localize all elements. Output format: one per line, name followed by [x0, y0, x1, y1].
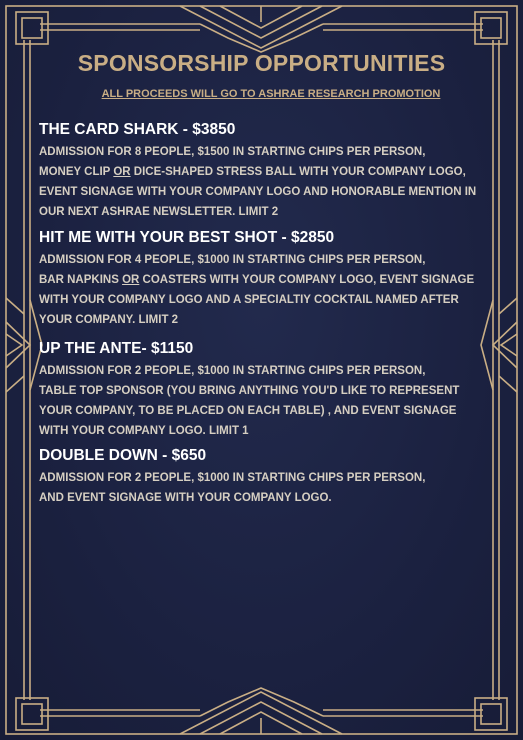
tier-title: THE CARD SHARK - $3850 [39, 121, 236, 138]
page-subtitle: ALL PROCEEDS WILL GO TO ASHRAE RESEARCH PROMOTION [101, 88, 441, 100]
description-line: TABLE TOP SPONSOR (YOU BRING ANYTHING YOU'D LIKE TO REPRESENT [39, 385, 460, 397]
bottom-center-ornament [180, 688, 342, 734]
description-line: ADMISSION FOR 4 PEOPLE, $1000 IN STARTING CHIPS PER PERSON, [39, 254, 426, 266]
tier-title: DOUBLE DOWN - $650 [39, 447, 207, 464]
tier-description [39, 142, 499, 222]
corner-ornament-top-left [16, 12, 48, 44]
corner-ornament-bottom-right [475, 698, 507, 730]
tier-card-shark [39, 121, 499, 222]
page-title: SPONSORSHIP OPPORTUNITIES [77, 50, 446, 76]
tier-double-down [39, 447, 499, 508]
or-emphasis: OR [122, 274, 140, 286]
tier-best-shot [39, 229, 499, 330]
description-line: ADMISSION FOR 2 PEOPLE, $1000 IN STARTING CHIPS PER PERSON, [39, 365, 426, 377]
tier-description [39, 361, 499, 441]
description-line: ADMISSION FOR 2 PEOPLE, $1000 IN STARTING CHIPS PER PERSON, [39, 472, 426, 484]
description-line: WITH YOUR COMPANY LOGO. LIMIT 1 [39, 425, 249, 437]
description-line: AND EVENT SIGNAGE WITH YOUR COMPANY LOGO. [39, 492, 332, 504]
tier-up-the-ante [39, 340, 499, 441]
description-line: BAR NAPKINS OR COASTERS WITH YOUR COMPANY LOGO, EVENT SIGNAGE [39, 274, 475, 286]
tier-title: UP THE ANTE- $1150 [39, 340, 194, 357]
description-line: MONEY CLIP OR DICE-SHAPED STRESS BALL WITH YOUR COMPANY LOGO, [39, 166, 466, 178]
top-center-ornament [180, 6, 342, 52]
corner-ornament-bottom-left [16, 698, 48, 730]
description-line: WITH YOUR COMPANY LOGO AND A SPECIALTIY COCKTAIL NAMED AFTER [39, 294, 459, 306]
description-line: ADMISSION FOR 8 PEOPLE, $1500 IN STARTING CHIPS PER PERSON, [39, 146, 426, 158]
tier-title: HIT ME WITH YOUR BEST SHOT - $2850 [39, 229, 335, 246]
description-line: OUR NEXT ASHRAE NEWSLETTER. LIMIT 2 [39, 206, 279, 218]
description-line: YOUR COMPANY. LIMIT 2 [39, 314, 179, 326]
or-emphasis: OR [113, 166, 131, 178]
tier-description [39, 468, 499, 508]
description-line: EVENT SIGNAGE WITH YOUR COMPANY LOGO AND HONORABLE MENTION IN [39, 186, 477, 198]
description-line: YOUR COMPANY, TO BE PLACED ON EACH TABLE) , AND EVENT SIGNAGE [39, 405, 457, 417]
tier-description [39, 250, 499, 330]
corner-ornament-top-right [475, 12, 507, 44]
